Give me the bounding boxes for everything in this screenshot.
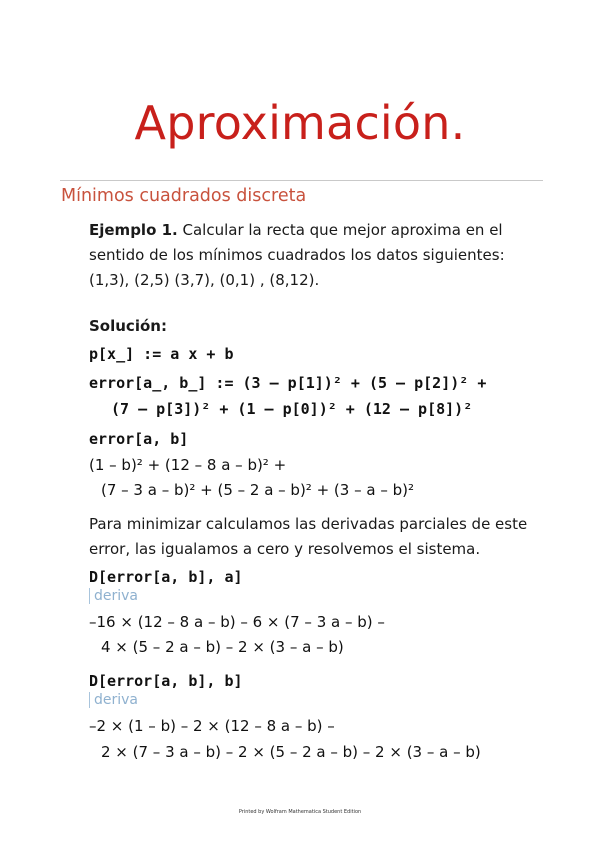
footer-watermark: Printed by Wolfram Mathematica Student Edition (238, 809, 362, 815)
example-paragraph (89, 218, 549, 293)
output-cell-5-line-1: –2 × (1 – b) – 2 × (12 – 8 a – b) – (89, 717, 335, 735)
output-cell-5-line-2: 2 × (7 – 3 a – b) – 2 × (5 – 2 a – b) – 2 × (3 – a – b) (101, 743, 481, 761)
output-cell-3-line-2: (7 – 3 a – b)² + (5 – 2 a – b)² + (3 – a – b)² (101, 481, 414, 499)
explanation-paragraph: Para minimizar calculamos las derivadas parciales de este error, las igualamos a cero y resolvemos el sistema. (89, 515, 528, 558)
output-cell-4-line-2: 4 × (5 – 2 a – b) – 2 × (3 – a – b) (101, 638, 344, 656)
section-heading: Mínimos cuadrados discreta (61, 186, 307, 206)
page-title: Aproximación. (134, 96, 466, 150)
output-cell-4-line-1: –16 × (12 – 8 a – b) – 6 × (7 – 3 a – b) – (89, 613, 385, 631)
output-cell-3-line-1: (1 – b)² + (12 – 8 a – b)² + (89, 456, 287, 474)
suggestion-hint-5[interactable]: deriva (89, 692, 138, 708)
input-cell-1[interactable]: p[x_] := a x + b (89, 345, 234, 363)
suggestion-hint-4[interactable]: deriva (89, 588, 138, 604)
input-cell-3[interactable]: error[a, b] (89, 430, 189, 448)
input-cell-5[interactable]: D[error[a, b], b] (89, 672, 243, 690)
input-cell-2-line-2[interactable]: (7 – p[3])² + (1 – p[0])² + (12 – p[8])² (111, 400, 473, 418)
input-cell-2-line-1[interactable]: error[a_, b_] := (3 – p[1])² + (5 – p[2])² + (89, 374, 487, 392)
input-cell-4[interactable]: D[error[a, b], a] (89, 568, 243, 586)
solution-label (89, 314, 549, 339)
example-text: Calcular la recta que mejor aproxima en el sentido de los mínimos cuadrados los datos siguientes: (1,3), (2,5) (3,7), (0,1) , (8,12). (89, 221, 505, 289)
example-label: Ejemplo 1. (89, 221, 178, 239)
title-divider (60, 180, 543, 181)
solution-label-text: Solución: (89, 317, 167, 335)
